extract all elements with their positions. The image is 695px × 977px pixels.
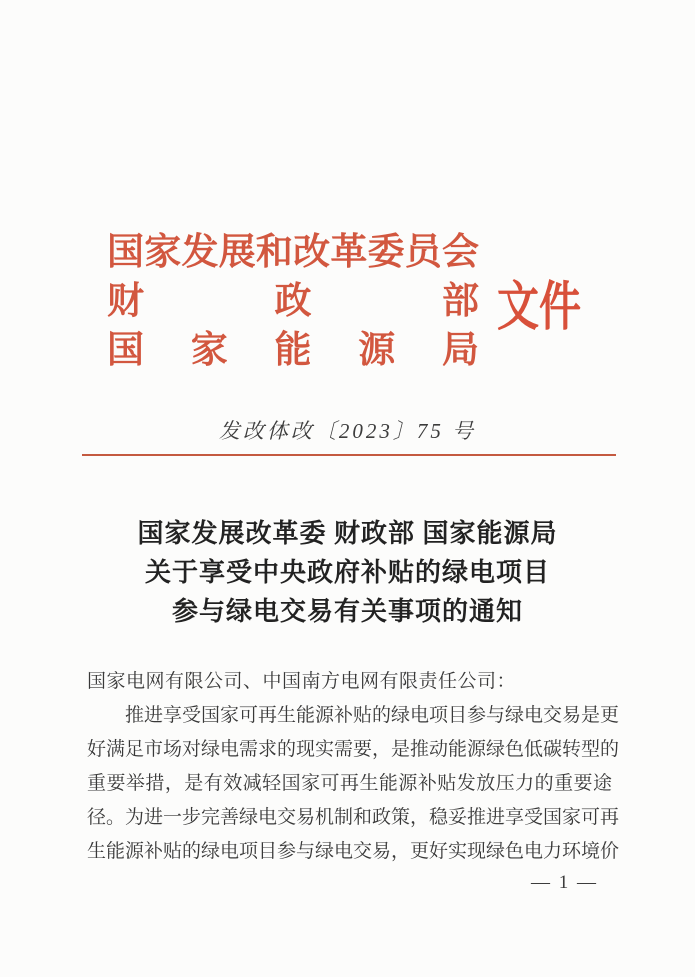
letterhead	[107, 228, 585, 375]
salutation: 国家电网有限公司、中国南方电网有限责任公司：	[87, 671, 517, 692]
agency-name-line-1: 国家发展和改革委员会	[107, 232, 479, 273]
document-body	[87, 665, 620, 869]
doc-number: 发改体改〔2023〕75 号	[218, 419, 477, 443]
document-title	[0, 514, 695, 631]
agency-name-block	[107, 228, 479, 375]
title-line-3: 参与绿电交易有关事项的通知	[171, 597, 523, 626]
agency-name-line-2: 财政部	[107, 281, 479, 322]
red-separator-line	[82, 454, 616, 456]
title-line-2: 关于享受中央政府补贴的绿电项目	[144, 558, 550, 587]
title-line-1: 国家发展改革委 财政部 国家能源局	[137, 519, 558, 548]
body-paragraph-line-1: 推进享受国家可再生能源补贴的绿电项目参与绿电交易是更	[125, 705, 620, 726]
body-paragraph-line-3: 重要举措，是有效减轻国家可再生能源补贴发放压力的重要途	[87, 773, 612, 794]
body-paragraph-line-4: 径。为进一步完善绿电交易机制和政策，稳妥推进享受国家可再	[87, 807, 620, 828]
body-paragraph-line-2: 好满足市场对绿电需求的现实需要，是推动能源绿色低碳转型的	[87, 739, 620, 760]
agency-name-line-3: 国家能源局	[107, 330, 479, 371]
doc-type-label: 文件	[497, 276, 581, 336]
page-number: — 1 —	[531, 872, 598, 893]
body-paragraph-line-5: 生能源补贴的绿电项目参与绿电交易，更好实现绿色电力环境价	[87, 841, 620, 862]
